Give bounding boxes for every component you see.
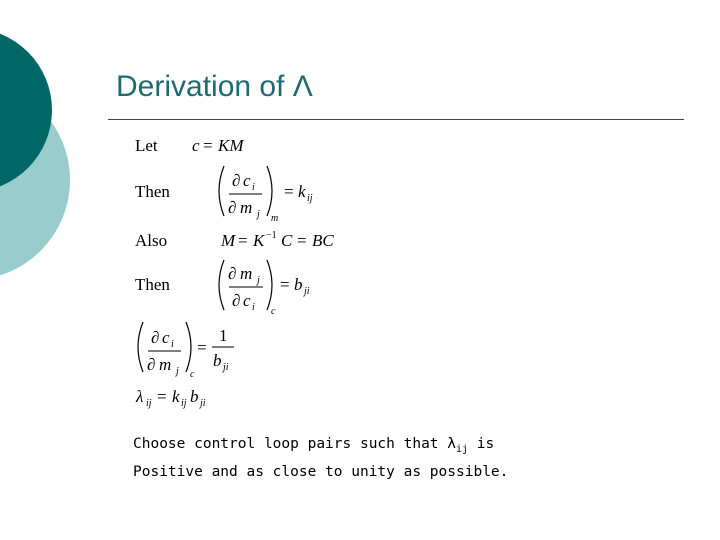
svg-text:ij: ij (307, 193, 313, 204)
label-then-2: Then (135, 275, 170, 294)
equation-c-equals-km (192, 136, 244, 155)
svg-text:=: = (238, 231, 248, 250)
slide-title: Derivation of Λ (116, 70, 313, 103)
svg-text:M: M (221, 231, 236, 250)
svg-text:∂: ∂ (228, 198, 237, 217)
svg-text:c: c (243, 291, 251, 310)
svg-text:c: c (162, 328, 170, 347)
svg-text:c: c (243, 171, 251, 190)
svg-text:∂: ∂ (232, 291, 241, 310)
svg-text:b: b (294, 275, 303, 294)
svg-text:∂: ∂ (228, 264, 237, 283)
svg-text:j: j (176, 366, 179, 377)
svg-text:=: = (284, 182, 294, 201)
svg-text:ji: ji (200, 398, 206, 409)
svg-text:k: k (172, 387, 180, 406)
svg-text:ij: ij (146, 398, 152, 409)
svg-text:=: = (280, 275, 290, 294)
svg-text:k: k (298, 182, 306, 201)
svg-text:c: c (271, 306, 276, 317)
equation-partial-ci-mj-equals-inverse-bji (138, 322, 234, 380)
equation-partial-mj-ci-equals-bji (219, 260, 310, 317)
svg-text:ji: ji (223, 362, 229, 373)
svg-text:m: m (240, 198, 253, 217)
svg-text:∂: ∂ (147, 355, 156, 374)
svg-text:i: i (252, 302, 255, 313)
svg-text:ij: ij (181, 398, 187, 409)
svg-text:=: = (197, 338, 207, 357)
svg-text:KM: KM (218, 136, 244, 155)
equation-partial-ci-mj-equals-kij (219, 166, 313, 224)
label-then-1: Then (135, 182, 170, 201)
svg-text:m: m (271, 213, 279, 224)
svg-text:∂: ∂ (151, 328, 160, 347)
note-line-2: Positive and as close to unity as possible. (133, 463, 509, 480)
svg-text:=: = (203, 136, 213, 155)
svg-text:b: b (213, 351, 222, 370)
equation-lambda-ij (135, 387, 206, 409)
svg-text:∂: ∂ (232, 171, 241, 190)
svg-text:BC: BC (312, 231, 334, 250)
svg-text:m: m (159, 355, 172, 374)
svg-text:j: j (257, 275, 260, 286)
svg-text:b: b (190, 387, 199, 406)
equation-m-equals-kinv-c (220, 230, 334, 250)
svg-text:1: 1 (219, 326, 228, 345)
label-also: Also (135, 231, 168, 250)
svg-text:i: i (171, 339, 174, 350)
svg-text:ji: ji (304, 286, 310, 297)
svg-text:K: K (253, 231, 265, 250)
svg-text:−1: −1 (266, 230, 277, 241)
note-line-1: Choose control loop pairs such that $\lambda_{ij}$ is (133, 436, 495, 455)
svg-text:=: = (297, 231, 307, 250)
conclusion-note (133, 433, 508, 483)
svg-text:c: c (192, 136, 200, 155)
svg-text:i: i (252, 182, 255, 193)
svg-text:λ: λ (136, 387, 144, 406)
svg-text:m: m (240, 264, 253, 283)
svg-text:c: c (190, 369, 195, 380)
svg-text:C: C (281, 231, 293, 250)
svg-text:j: j (257, 209, 260, 220)
svg-text:=: = (157, 387, 167, 406)
label-let: Let (135, 136, 158, 155)
